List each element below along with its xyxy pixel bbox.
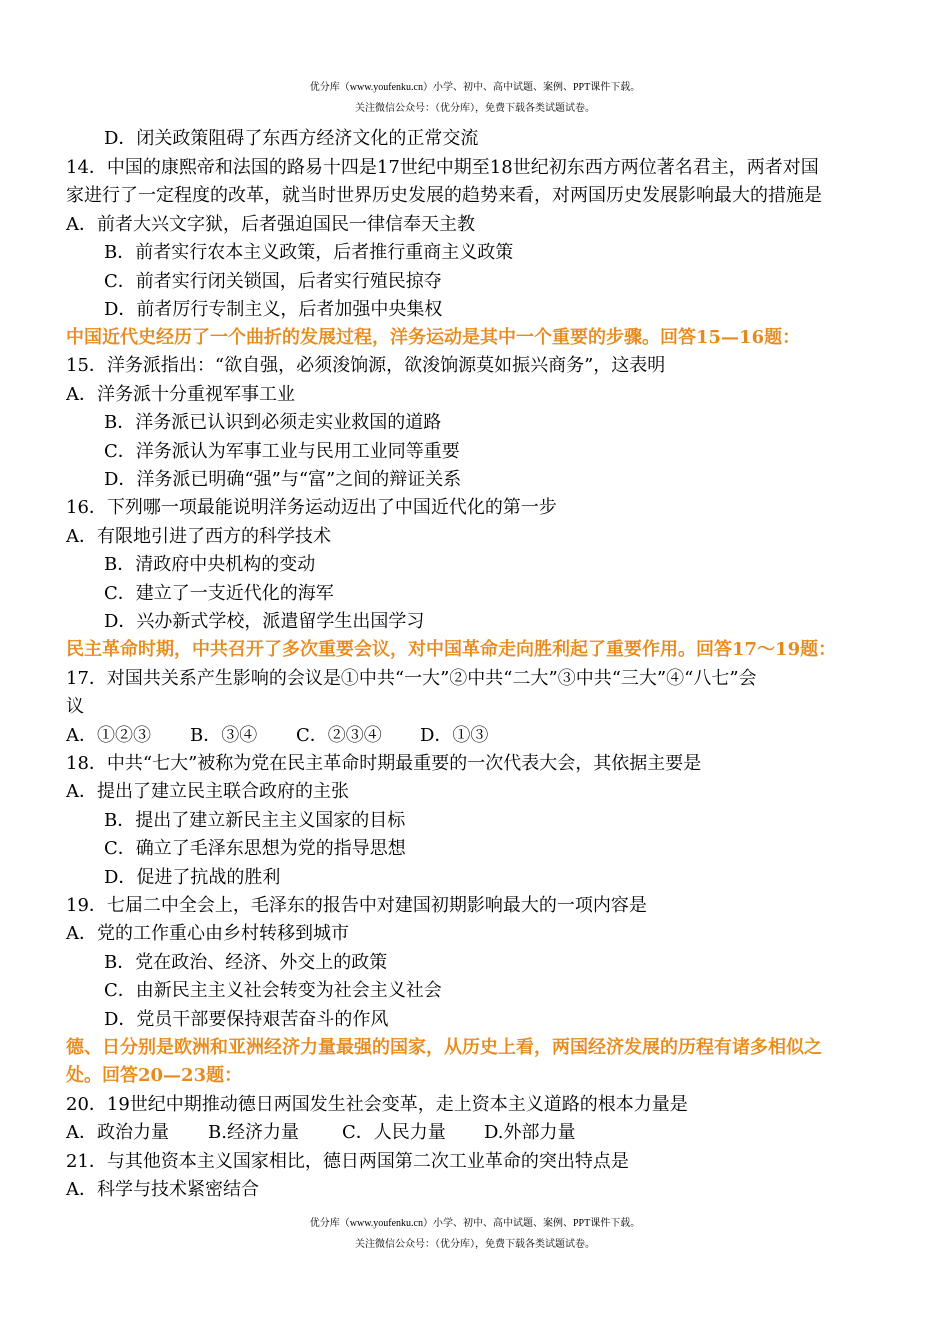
option-16-a: A．有限地引进了西方的科学技术 <box>66 526 331 547</box>
section-intro-20-23-cont: 处。回答20—23题： <box>66 1065 243 1086</box>
options-17 <box>66 722 488 750</box>
option-18-c: C．确立了毛泽东思想为党的指导思想 <box>104 838 406 859</box>
section-intro-17-19: 民主革命时期，中共召开了多次重要会议，对中国革命走向胜利起了重要作用。回答17～19题： <box>66 639 837 660</box>
footer-line-1: 优分库（www.youfenku.cn）小学、初中、高中试题、案例、PPT课件下载。 <box>309 1218 641 1229</box>
question-17-cont: 议 <box>66 696 84 717</box>
option-17-b: B．③④ <box>190 725 258 746</box>
option-17-a: A．①②③ <box>66 725 151 746</box>
question-19: 19．七届二中全会上，毛泽东的报告中对建国初期影响最大的一项内容是 <box>66 895 647 916</box>
option-15-b: B．洋务派已认识到必须走实业救国的道路 <box>104 412 442 433</box>
option-18-b: B．提出了建立新民主主义国家的目标 <box>104 810 406 831</box>
option-14-c: C．前者实行闭关锁国，后者实行殖民掠夺 <box>104 271 442 292</box>
option-17-d: D．①③ <box>420 725 489 746</box>
option-20-b: B.经济力量 <box>208 1122 299 1143</box>
option-19-c: C．由新民主主义社会转变为社会主义社会 <box>104 980 442 1001</box>
question-21: 21．与其他资本主义国家相比，德日两国第二次工业革命的突出特点是 <box>66 1151 629 1172</box>
option-16-b: B．清政府中央机构的变动 <box>104 554 316 575</box>
option-15-d: D．洋务派已明确“强”与“富”之间的辩证关系 <box>104 469 462 490</box>
option-17-c: C．②③④ <box>296 725 382 746</box>
option-18-d: D．促进了抗战的胜利 <box>104 867 281 888</box>
section-intro-15-16: 中国近代史经历了一个曲折的发展过程，洋务运动是其中一个重要的步骤。回答15—16题： <box>66 327 801 348</box>
question-14-cont: 家进行了一定程度的改革，就当时世界历史发展的趋势来看，对两国历史发展影响最大的措施是 <box>66 185 822 206</box>
section-intro-20-23: 德、日分别是欧洲和亚洲经济力量最强的国家，从历史上看，两国经济发展的历程有诸多相似之 <box>66 1037 822 1058</box>
question-15: 15．洋务派指出：“欲自强，必须浚饷源，欲浚饷源莫如振兴商务”，这表明 <box>66 355 666 376</box>
option-16-d: D．兴办新式学校，派遣留学生出国学习 <box>104 611 425 632</box>
option-16-c: C．建立了一支近代化的海军 <box>104 583 334 604</box>
option-18-a: A．提出了建立民主联合政府的主张 <box>66 781 349 802</box>
options-20 <box>66 1119 576 1147</box>
footer-line-2: 关注微信公众号：（优分库），免费下载各类试题试卷。 <box>355 1239 595 1250</box>
option-20-c: C．人民力量 <box>342 1122 446 1143</box>
option-14-b: B．前者实行农本主义政策，后者推行重商主义政策 <box>104 242 514 263</box>
option-20-d: D.外部力量 <box>484 1122 576 1143</box>
option-19-d: D．党员干部要保持艰苦奋斗的作风 <box>104 1009 389 1030</box>
option-21-a: A．科学与技术紧密结合 <box>66 1179 259 1200</box>
option-13-d: D．闭关政策阻碍了东西方经济文化的正常交流 <box>104 128 479 149</box>
option-14-a: A．前者大兴文字狱，后者强迫国民一律信奉天主教 <box>66 214 475 235</box>
header-line-1: 优分库（www.youfenku.cn）小学、初中、高中试题、案例、PPT课件下载。 <box>309 82 641 93</box>
option-15-a: A．洋务派十分重视军事工业 <box>66 384 295 405</box>
question-20: 20．19世纪中期推动德日两国发生社会变革，走上资本主义道路的根本力量是 <box>66 1094 688 1115</box>
option-15-c: C．洋务派认为军事工业与民用工业同等重要 <box>104 441 460 462</box>
option-19-b: B．党在政治、经济、外交上的政策 <box>104 952 388 973</box>
question-17: 17．对国共关系产生影响的会议是①中共“一大”②中共“二大”③中共“三大”④“八七”会 <box>66 668 757 689</box>
option-14-d: D．前者厉行专制主义，后者加强中央集权 <box>104 299 443 320</box>
question-18: 18．中共“七大”被称为党在民主革命时期最重要的一次代表大会，其依据主要是 <box>66 753 702 774</box>
option-20-a: A．政治力量 <box>66 1122 169 1143</box>
header-line-2: 关注微信公众号：（优分库），免费下载各类试题试卷。 <box>355 103 595 114</box>
option-19-a: A．党的工作重心由乡村转移到城市 <box>66 923 349 944</box>
question-14: 14．中国的康熙帝和法国的路易十四是17世纪中期至18世纪初东西方两位著名君主，两者对国 <box>66 157 819 178</box>
question-16: 16．下列哪一项最能说明洋务运动迈出了中国近代化的第一步 <box>66 497 557 518</box>
